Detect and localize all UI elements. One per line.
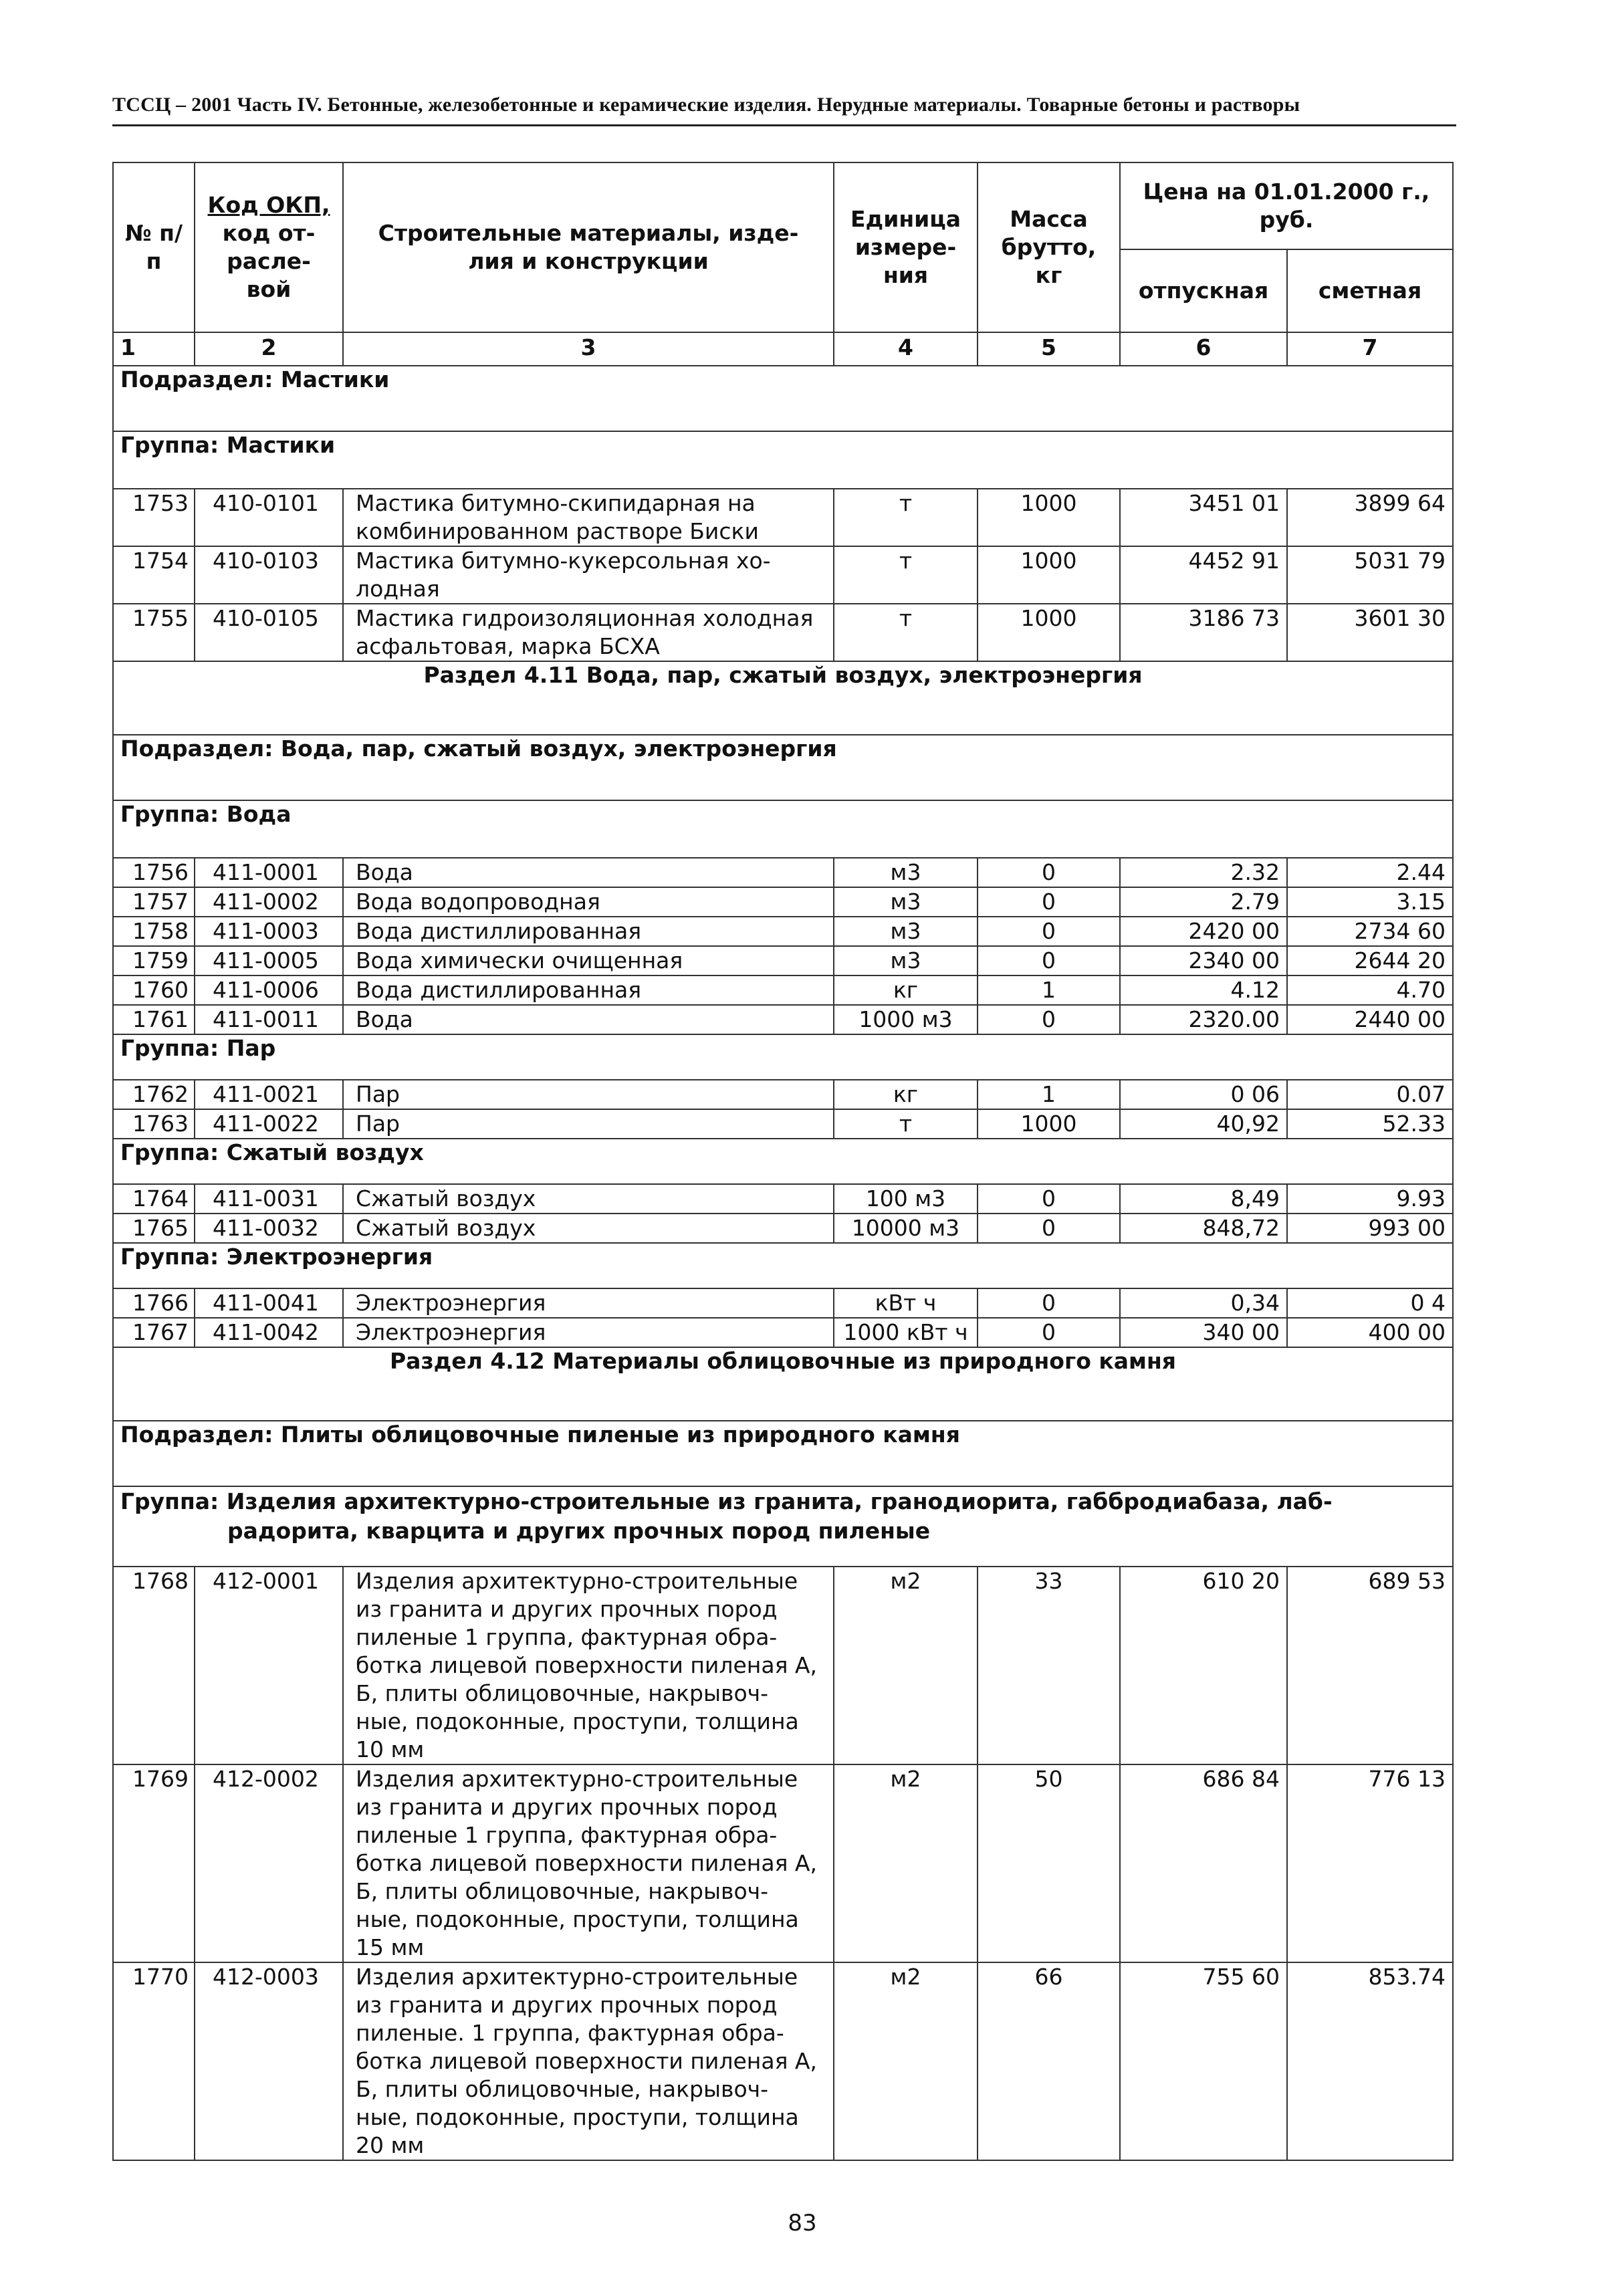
- header-rule: [112, 124, 1456, 126]
- estimate-price: 4.70: [1287, 975, 1453, 1005]
- unit: кг: [834, 975, 978, 1005]
- okp-code: 411-0011: [195, 1005, 343, 1034]
- material-name: Изделия архитектурно-строительные из гранита и других прочных пород пиленые 1 группа, фактурная обра- ботка лицевой поверхности пиленая А, Б, плиты облицовочные, накрывоч- ные, подоконные, проступи, толщина 10 мм: [343, 1567, 834, 1764]
- okp-code: 412-0001: [195, 1567, 343, 1764]
- unit: 1000 м3: [834, 1005, 978, 1034]
- gross-mass: 0: [978, 858, 1120, 887]
- col-name-header: Строительные материалы, изде- лия и конструкции: [343, 162, 834, 332]
- column-numbers-row: [113, 332, 1453, 366]
- release-price: 3451 01: [1120, 489, 1287, 546]
- release-price: 848,72: [1120, 1214, 1287, 1243]
- unit: 100 м3: [834, 1184, 978, 1214]
- unit: 1000 кВт ч: [834, 1318, 978, 1347]
- subsection-heading: Подраздел: Плиты облицовочные пиленые из природного камня: [113, 1421, 1453, 1486]
- material-name: Мастика битумно-кукерсольная хо- лодная: [343, 546, 834, 604]
- okp-code: 411-0021: [195, 1080, 343, 1109]
- material-name: Изделия архитектурно-строительные из гранита и других прочных пород пиленые. 1 группа, фактурная обра- ботка лицевой поверхности пиленая А, Б, плиты облицовочные, накрывоч- ные, подоконные, проступи, толщина 20 мм: [343, 1962, 834, 2160]
- gross-mass: 66: [978, 1962, 1120, 2160]
- gross-mass: 1000: [978, 489, 1120, 546]
- col-number: 1: [113, 332, 195, 366]
- table-row: [113, 489, 1453, 546]
- row-number: 1765: [113, 1214, 195, 1243]
- table-row: [113, 858, 1453, 887]
- material-name: Сжатый воздух: [343, 1184, 834, 1214]
- row-number: 1768: [113, 1567, 195, 1764]
- col-number: 7: [1287, 332, 1453, 366]
- row-number: 1753: [113, 489, 195, 546]
- col-num-header: № п/п: [113, 162, 195, 332]
- estimate-price: 2.44: [1287, 858, 1453, 887]
- gross-mass: 0: [978, 1005, 1120, 1034]
- subsection-heading: Подраздел: Вода, пар, сжатый воздух, электроэнергия: [113, 735, 1453, 800]
- estimate-price: 3601 30: [1287, 604, 1453, 661]
- okp-code: 411-0042: [195, 1318, 343, 1347]
- table-row: [113, 917, 1453, 946]
- material-name: Вода дистиллированная: [343, 975, 834, 1005]
- release-price: 755 60: [1120, 1962, 1287, 2160]
- okp-code: 412-0002: [195, 1764, 343, 1962]
- subsection-heading-row: [113, 735, 1453, 800]
- gross-mass: 1000: [978, 1109, 1120, 1139]
- row-number: 1769: [113, 1764, 195, 1962]
- table-row: [113, 1109, 1453, 1139]
- table-row: [113, 1318, 1453, 1347]
- table-row: [113, 1288, 1453, 1318]
- table-row: [113, 975, 1453, 1005]
- estimate-price: 3899 64: [1287, 489, 1453, 546]
- col-code-header: [195, 162, 343, 332]
- material-name: Вода водопроводная: [343, 887, 834, 917]
- material-name: Вода дистиллированная: [343, 917, 834, 946]
- material-name: Мастика гидроизоляционная холодная асфальтовая, марка БСХА: [343, 604, 834, 661]
- okp-code: 410-0105: [195, 604, 343, 661]
- unit: м3: [834, 858, 978, 887]
- section-heading-row: [113, 1347, 1453, 1421]
- table-row: [113, 1567, 1453, 1764]
- release-price: 340 00: [1120, 1318, 1287, 1347]
- release-price: 2340 00: [1120, 946, 1287, 975]
- table-row: [113, 946, 1453, 975]
- unit: т: [834, 1109, 978, 1139]
- estimate-price: 993 00: [1287, 1214, 1453, 1243]
- table-row: [113, 1962, 1453, 2160]
- okp-code: 411-0032: [195, 1214, 343, 1243]
- col-price-estimate-header: сметная: [1287, 249, 1453, 332]
- subsection-heading-row: [113, 366, 1453, 431]
- release-price: 4452 91: [1120, 546, 1287, 604]
- gross-mass: 1000: [978, 546, 1120, 604]
- gross-mass: 0: [978, 1288, 1120, 1318]
- price-table: [112, 162, 1454, 2161]
- group-heading: Группа: Сжатый воздух: [113, 1139, 1453, 1184]
- gross-mass: 33: [978, 1567, 1120, 1764]
- row-number: 1763: [113, 1109, 195, 1139]
- estimate-price: 5031 79: [1287, 546, 1453, 604]
- okp-code: 411-0031: [195, 1184, 343, 1214]
- material-name: Вода химически очищенная: [343, 946, 834, 975]
- row-number: 1758: [113, 917, 195, 946]
- group-heading-row: [113, 1139, 1453, 1184]
- gross-mass: 0: [978, 917, 1120, 946]
- estimate-price: 9.93: [1287, 1184, 1453, 1214]
- col-number: 4: [834, 332, 978, 366]
- release-price: 0 06: [1120, 1080, 1287, 1109]
- material-name: Вода: [343, 1005, 834, 1034]
- row-number: 1762: [113, 1080, 195, 1109]
- row-number: 1770: [113, 1962, 195, 2160]
- okp-code: 410-0101: [195, 489, 343, 546]
- col-code-header-rest: код от- расле- вой: [222, 220, 316, 302]
- unit: м2: [834, 1764, 978, 1962]
- page-header: ТССЦ – 2001 Часть IV. Бетонные, железобетонные и керамические изделия. Нерудные материалы. Товарные бетоны и растворы: [112, 94, 1300, 116]
- release-price: 2320.00: [1120, 1005, 1287, 1034]
- estimate-price: 0.07: [1287, 1080, 1453, 1109]
- okp-code: 411-0003: [195, 917, 343, 946]
- table-row: [113, 887, 1453, 917]
- unit: м3: [834, 887, 978, 917]
- table-body: [113, 366, 1453, 2160]
- unit: кг: [834, 1080, 978, 1109]
- subsection-heading: Подраздел: Мастики: [113, 366, 1453, 431]
- estimate-price: 689 53: [1287, 1567, 1453, 1764]
- material-name: Изделия архитектурно-строительные из гранита и других прочных пород пиленые 1 группа, фактурная обра- ботка лицевой поверхности пиленая А, Б, плиты облицовочные, накрывоч- ные, подоконные, проступи, толщина 15 мм: [343, 1764, 834, 1962]
- okp-code: 411-0001: [195, 858, 343, 887]
- row-number: 1764: [113, 1184, 195, 1214]
- material-name: Электроэнергия: [343, 1288, 834, 1318]
- material-name: Пар: [343, 1080, 834, 1109]
- group-heading: Группа: Мастики: [113, 431, 1453, 489]
- estimate-price: 52.33: [1287, 1109, 1453, 1139]
- release-price: 2.79: [1120, 887, 1287, 917]
- section-heading-row: [113, 661, 1453, 735]
- table-row: [113, 1214, 1453, 1243]
- group-heading: Группа: Электроэнергия: [113, 1243, 1453, 1288]
- col-number: 6: [1120, 332, 1287, 366]
- group-heading-row: [113, 1486, 1453, 1567]
- material-name: Электроэнергия: [343, 1318, 834, 1347]
- col-price-header: Цена на 01.01.2000 г., руб.: [1120, 162, 1453, 249]
- row-number: 1761: [113, 1005, 195, 1034]
- okp-code: 411-0006: [195, 975, 343, 1005]
- estimate-price: 2734 60: [1287, 917, 1453, 946]
- okp-code: 411-0002: [195, 887, 343, 917]
- unit: т: [834, 489, 978, 546]
- release-price: 4.12: [1120, 975, 1287, 1005]
- group-heading: [113, 1486, 1453, 1567]
- unit: кВт ч: [834, 1288, 978, 1318]
- material-name: Вода: [343, 858, 834, 887]
- gross-mass: 1: [978, 975, 1120, 1005]
- group-heading-line: Группа: Изделия архитектурно-строительные из гранита, гранодиорита, габбродиабаза, лаб-: [120, 1488, 1333, 1514]
- release-price: 2.32: [1120, 858, 1287, 887]
- release-price: 2420 00: [1120, 917, 1287, 946]
- okp-code: 410-0103: [195, 546, 343, 604]
- table-row: [113, 546, 1453, 604]
- gross-mass: 0: [978, 946, 1120, 975]
- col-mass-header: Масса брутто, кг: [978, 162, 1120, 332]
- gross-mass: 0: [978, 887, 1120, 917]
- gross-mass: 1: [978, 1080, 1120, 1109]
- okp-code: 411-0005: [195, 946, 343, 975]
- table-row: [113, 1184, 1453, 1214]
- page-number: 83: [788, 2210, 817, 2236]
- col-price-release-header: отпускная: [1120, 249, 1287, 332]
- row-number: 1759: [113, 946, 195, 975]
- row-number: 1756: [113, 858, 195, 887]
- estimate-price: 0 4: [1287, 1288, 1453, 1318]
- group-heading-row: [113, 1243, 1453, 1288]
- table-row: [113, 1080, 1453, 1109]
- unit: т: [834, 546, 978, 604]
- release-price: 8,49: [1120, 1184, 1287, 1214]
- release-price: 40,92: [1120, 1109, 1287, 1139]
- row-number: 1760: [113, 975, 195, 1005]
- unit: т: [834, 604, 978, 661]
- release-price: 3186 73: [1120, 604, 1287, 661]
- row-number: 1754: [113, 546, 195, 604]
- row-number: 1755: [113, 604, 195, 661]
- section-heading: Раздел 4.12 Материалы облицовочные из природного камня: [113, 1347, 1453, 1421]
- gross-mass: 50: [978, 1764, 1120, 1962]
- col-code-header-top: Код ОКП,: [207, 192, 330, 218]
- unit: м3: [834, 917, 978, 946]
- gross-mass: 1000: [978, 604, 1120, 661]
- okp-code: 412-0003: [195, 1962, 343, 2160]
- okp-code: 411-0041: [195, 1288, 343, 1318]
- gross-mass: 0: [978, 1184, 1120, 1214]
- group-heading-row: [113, 1034, 1453, 1080]
- estimate-price: 2644 20: [1287, 946, 1453, 975]
- group-heading-row: [113, 800, 1453, 858]
- estimate-price: 2440 00: [1287, 1005, 1453, 1034]
- row-number: 1757: [113, 887, 195, 917]
- table-header: [113, 162, 1453, 366]
- material-name: Пар: [343, 1109, 834, 1139]
- material-name: Мастика битумно-скипидарная на комбинированном растворе Биски: [343, 489, 834, 546]
- release-price: 686 84: [1120, 1764, 1287, 1962]
- section-heading: Раздел 4.11 Вода, пар, сжатый воздух, электроэнергия: [113, 661, 1453, 735]
- unit: м3: [834, 946, 978, 975]
- material-name: Сжатый воздух: [343, 1214, 834, 1243]
- group-heading: Группа: Вода: [113, 800, 1453, 858]
- gross-mass: 0: [978, 1214, 1120, 1243]
- estimate-price: 3.15: [1287, 887, 1453, 917]
- col-unit-header: Единица измере- ния: [834, 162, 978, 332]
- table-row: [113, 1764, 1453, 1962]
- row-number: 1766: [113, 1288, 195, 1318]
- okp-code: 411-0022: [195, 1109, 343, 1139]
- unit: м2: [834, 1567, 978, 1764]
- col-number: 5: [978, 332, 1120, 366]
- estimate-price: 400 00: [1287, 1318, 1453, 1347]
- group-heading: Группа: Пар: [113, 1034, 1453, 1080]
- estimate-price: 776 13: [1287, 1764, 1453, 1962]
- col-number: 2: [195, 332, 343, 366]
- estimate-price: 853.74: [1287, 1962, 1453, 2160]
- table-row: [113, 1005, 1453, 1034]
- gross-mass: 0: [978, 1318, 1120, 1347]
- subsection-heading-row: [113, 1421, 1453, 1486]
- table-row: [113, 604, 1453, 661]
- group-heading-line: радорита, кварцита и других прочных пород пиленые: [227, 1518, 931, 1544]
- release-price: 0,34: [1120, 1288, 1287, 1318]
- row-number: 1767: [113, 1318, 195, 1347]
- unit: м2: [834, 1962, 978, 2160]
- unit: 10000 м3: [834, 1214, 978, 1243]
- col-number: 3: [343, 332, 834, 366]
- group-heading-row: [113, 431, 1453, 489]
- release-price: 610 20: [1120, 1567, 1287, 1764]
